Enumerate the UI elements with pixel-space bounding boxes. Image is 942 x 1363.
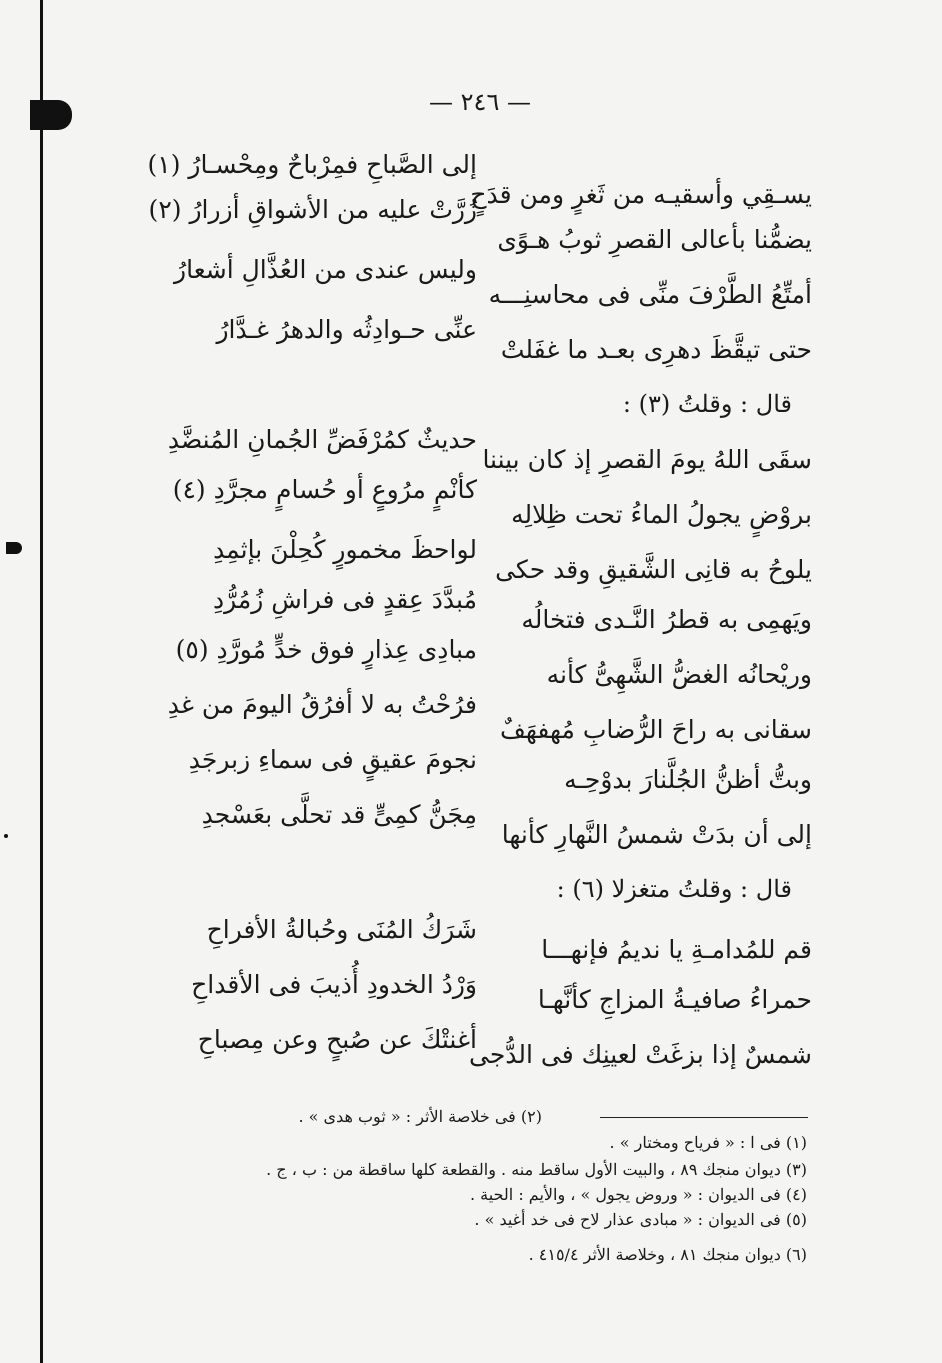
scan-edge-mark bbox=[6, 542, 22, 554]
scan-edge-mark bbox=[30, 100, 72, 130]
verse-first-half: قم للمُدامـةِ يا نديمُ فإنهـــا bbox=[541, 935, 812, 964]
page-number: — ٢٤٦ — bbox=[429, 88, 531, 116]
verse-first-half: ويَهمِى به قطرُ النَّـدى فتخالُه bbox=[521, 605, 812, 634]
verse-first-half: حتى تيقَّظَ دهرِى بعـد ما غفَلتْ bbox=[500, 335, 812, 364]
scan-edge-line bbox=[40, 0, 43, 1363]
verse-second-half: إلى الصَّباحِ فمِرْباحٌ ومِحْسـارُ (١) bbox=[147, 150, 477, 179]
verse-first-half: وريْحانُه الغضُّ الشَّهِىُّ كأنه bbox=[546, 660, 812, 689]
footnote-separator bbox=[600, 1117, 808, 1118]
verse-first-half: سقانى به راحَ الرُّضابِ مُهفهَفٌ bbox=[499, 715, 812, 744]
verse-second-half: مبادِى عِذارٍ فوق خدٍّ مُورَّدِ (٥) bbox=[175, 635, 477, 664]
verse-first-half: إلى أن بدَتْ شمسُ النَّهارِ كأنها bbox=[501, 820, 812, 849]
verse-second-half: لواحظَ مخمورٍ كُحِلْنَ بإثمِدِ bbox=[213, 535, 477, 564]
verse-second-half: أغنتْكَ عن صُبحٍ وعن مِصباحِ bbox=[197, 1025, 477, 1054]
verse-first-half: حمراءُ صافيـةُ المزاجِ كأنَّهـا bbox=[537, 985, 812, 1014]
verse-first-half: بروْضٍ يجولُ الماءُ تحت ظِلالِه bbox=[511, 500, 812, 529]
verse-first-half: يضمُّنا بأعالى القصرِ ثوبُ هـوًى bbox=[497, 225, 812, 254]
verse-second-half: فرُحْتُ به لا أفرُقُ اليومَ من غدِ bbox=[167, 690, 477, 719]
section-intro: قال : وقلتُ (٣) : bbox=[622, 390, 792, 418]
verse-first-half: يلوحُ به قانِى الشَّقيقِ وقد حكى bbox=[495, 555, 812, 584]
verse-first-half: وبتُّ أظنُّ الجُلَّنارَ بدوْحِـه bbox=[564, 765, 812, 794]
verse-second-half: زُرَّتْ عليه من الأشواقِ أزرارُ (٢) bbox=[148, 195, 477, 224]
footnote: (٣) ديوان منجك ٨٩ ، والبيت الأول ساقط منه . والقطعة كلها ساقطة من : ب ، ج . bbox=[266, 1160, 807, 1179]
footnote: (٢) فى خلاصة الأثر : « ثوب هدى » . bbox=[298, 1107, 542, 1126]
verse-second-half: حديثٌ كمُرْفَضِّ الجُمانِ المُنضَّدِ bbox=[167, 425, 477, 454]
verse-second-half: وَرْدُ الخدودِ أُذيبَ فى الأقداحِ bbox=[191, 970, 477, 999]
footnote: (٦) ديوان منجك ٨١ ، وخلاصة الأثر ٤١٥/٤ . bbox=[528, 1245, 807, 1264]
footnote: (٥) فى الديوان : « مبادى عذار لاح فى خد أغيد » . bbox=[474, 1210, 807, 1229]
verse-second-half: وليس عندى من العُذَّالِ أشعارُ bbox=[174, 255, 477, 284]
scan-edge-dot bbox=[4, 834, 8, 838]
verse-second-half: شَرَكُ المُنَى وحُبالةُ الأفراحِ bbox=[206, 915, 477, 944]
verse-second-half: نجومَ عقيقٍ فى سماءِ زبرجَدِ bbox=[188, 745, 477, 774]
footnote: (٤) فى الديوان : « وروض يجول » ، والأيم : الحية . bbox=[470, 1185, 807, 1204]
verse-first-half: سقَى اللهُ يومَ القصرِ إذ كان بيننا bbox=[482, 445, 812, 474]
verse-second-half: عنِّى حـوادِثُه والدهرُ غـدَّارُ bbox=[216, 315, 477, 344]
verse-second-half: كأنْمٍ مرُوعٍ أو حُسامٍ مجرَّدِ (٤) bbox=[172, 475, 477, 504]
verse-second-half: مُبدَّدَ عِقدٍ فى فراشِ زُمُرُّدِ bbox=[212, 585, 477, 614]
section-intro: قال : وقلتُ متغزلا (٦) : bbox=[556, 875, 792, 903]
verse-first-half: أمتِّعُ الطَّرْفَ منِّى فى محاسنِـــه bbox=[488, 280, 812, 309]
verse-second-half: مِجَنُّ كمِىٍّ قد تحلَّى بعَسْجدِ bbox=[201, 800, 477, 829]
footnote: (١) فى ا : « فرياح ومختار » . bbox=[609, 1133, 807, 1152]
verse-first-half: شمسٌ إذا بزغَتْ لعينِك فى الدُّجى bbox=[468, 1040, 812, 1069]
verse-first-half: يسـقِي وأسقيـه من ثَغرٍ ومن قدَحٍ bbox=[470, 180, 812, 209]
